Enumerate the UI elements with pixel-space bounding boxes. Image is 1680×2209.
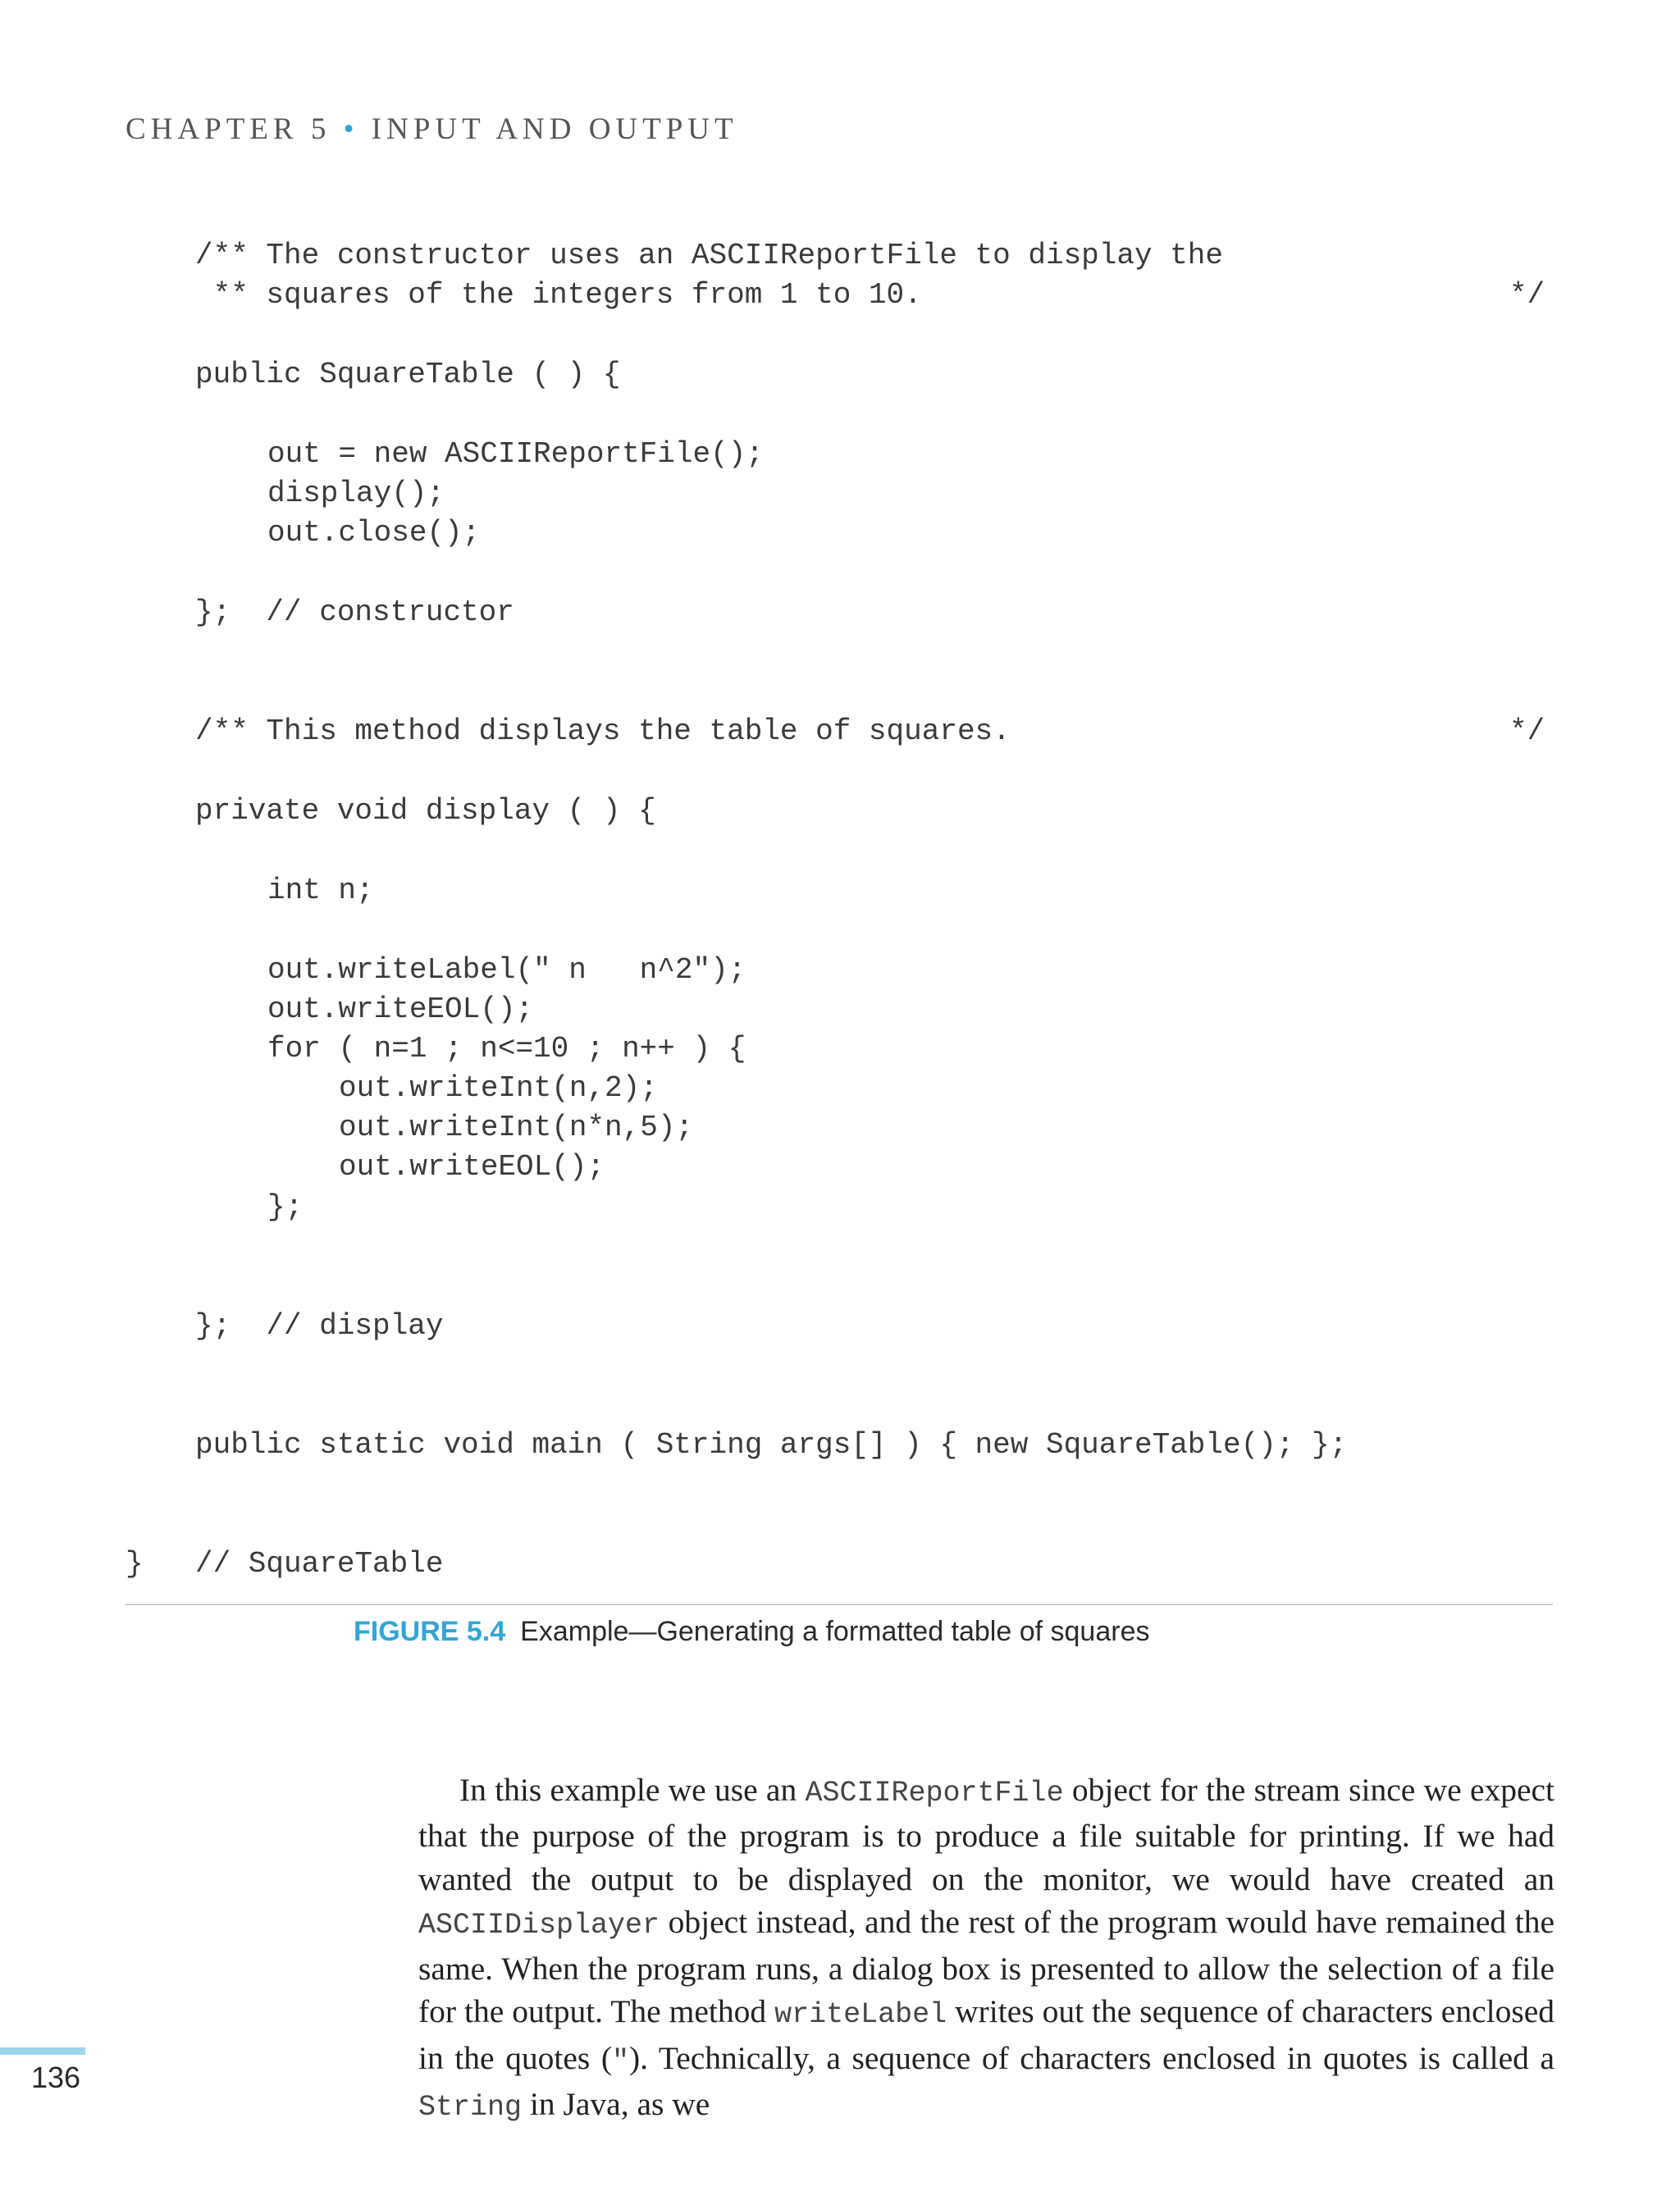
bullet-separator: •: [343, 112, 359, 146]
code-line: /** The constructor uses an ASCIIReportFile to display the: [195, 239, 1224, 272]
code-line: out = new ASCIIReportFile();: [267, 437, 764, 471]
figure-number: FIGURE 5.4: [354, 1616, 506, 1647]
code-line: public SquareTable ( ) {: [195, 358, 621, 391]
inline-code: ": [611, 2044, 629, 2078]
code-line: display();: [267, 477, 445, 510]
body-text-run: writes out the sequence of characters enclosed in the quotes (: [418, 1993, 1554, 2076]
code-line: out.writeLabel(" n n^2");: [267, 953, 746, 987]
code-line: out.close();: [267, 516, 481, 550]
code-line: */: [1509, 714, 1545, 748]
body-text-run: ). Technically, a sequence of characters enclosed in quotes is called a: [628, 2039, 1554, 2076]
page-number: 136: [31, 2061, 81, 2094]
chapter-title: INPUT AND OUTPUT: [371, 112, 738, 146]
inline-code: ASCIIReportFile: [805, 1776, 1064, 1810]
code-line: public static void main ( String args[] ) { new SquareTable(); };: [195, 1428, 1348, 1462]
figure-divider: [126, 1604, 1553, 1605]
code-line: ** squares of the integers from 1 to 10.: [195, 278, 922, 312]
body-paragraph: [418, 1769, 1554, 2129]
figure-caption-text: Example—Generating a formatted table of squares: [520, 1616, 1150, 1647]
body-text-run: object for the stream since we expect that the purpose of the program is to produce a file suitable for printing. If we had wanted the output to be displayed on the monitor, we would have created an: [418, 1771, 1555, 1897]
code-line: // SquareTable: [195, 1547, 444, 1581]
code-line: */: [1509, 278, 1545, 312]
code-line: }; // constructor: [195, 596, 514, 629]
code-line: out.writeEOL();: [267, 993, 534, 1026]
page-tab-marker: [0, 2047, 85, 2055]
inline-code: writeLabel: [774, 1998, 947, 2031]
inline-code: String: [418, 2091, 523, 2124]
body-text-run: in Java, as we: [522, 2086, 710, 2122]
code-line: }; // display: [195, 1309, 444, 1343]
code-line: }: [126, 1547, 144, 1581]
code-line: /** This method displays the table of squares.: [195, 714, 1011, 748]
code-line: out.writeEOL();: [339, 1150, 605, 1184]
code-line: for ( n=1 ; n<=10 ; n++ ) {: [267, 1032, 746, 1066]
inline-code: ASCIIDisplayer: [418, 1909, 660, 1942]
code-line: out.writeInt(n*n,5);: [339, 1111, 694, 1144]
code-line: };: [267, 1190, 304, 1224]
figure-caption: [354, 1616, 1149, 1648]
code-line: out.writeInt(n,2);: [339, 1071, 658, 1105]
chapter-label: CHAPTER 5: [126, 112, 331, 146]
code-line: int n;: [267, 874, 374, 907]
code-line: private void display ( ) {: [195, 794, 656, 828]
body-text-run: object instead, and the rest of the program would have remained the same. When the program runs, a dialog box is presented to allow the selection of a file for the output. The method: [418, 1904, 1554, 2029]
body-text-run: In this example we use an: [459, 1771, 806, 1808]
